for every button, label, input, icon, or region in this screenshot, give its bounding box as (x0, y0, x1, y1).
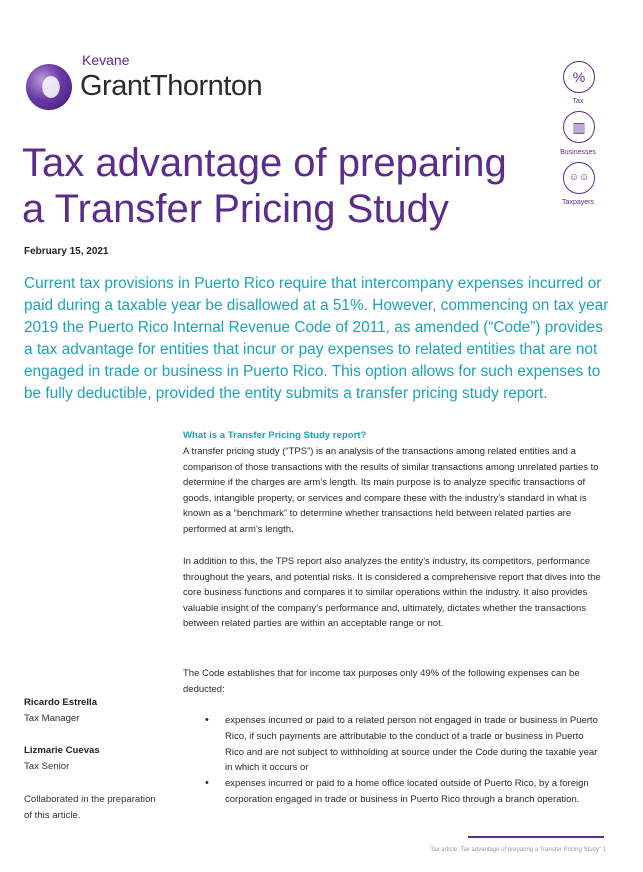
author-name: Lizmarie Cuevas (24, 745, 100, 756)
page-title (22, 140, 562, 232)
author-name: Ricardo Estrella (24, 697, 98, 708)
building-icon: ▥ (563, 111, 595, 143)
author-role: Tax Senior (24, 761, 70, 772)
page-footer: Tax article: Tax advantage of preparing a Transfer Pricing Study" 1 (430, 847, 606, 853)
logo-kevane-text: Kevane (82, 52, 130, 68)
collaboration-note: Collaborated in the preparation of this article. (24, 794, 156, 821)
expense-list (205, 713, 605, 808)
grant-thornton-logo-icon (26, 64, 72, 110)
section-heading: What is a Transfer Pricing Study report? (183, 430, 367, 441)
body-paragraph-2: In addition to this, the TPS report also analyzes the entity’s industry, its competitors, performance throughout the years, and potential risks. It is considered a comprehensive report that dives into the core business functions and compares it to similar operations within the industry. It also provides valuable insight of the company’s performance and, ultimately, dictates whether the transactions between related parties are within an acceptable range or not. (183, 556, 601, 630)
list-item: • expenses incurred or paid to a related person not engaged in trade or business in Puerto Rico, if such payments are attributable to the conduct of a trade or business in Puerto Rico and are not subject to withholding at source under the Code during the taxable year in which it occurs or (205, 713, 605, 776)
title-line-2: a Transfer Pricing Study (22, 187, 449, 231)
body-paragraph-3: The Code establishes that for income tax purposes only 49% of the following expenses can be deducted: (183, 668, 580, 695)
author-role: Tax Manager (24, 713, 80, 724)
lead-paragraph: Current tax provisions in Puerto Rico require that intercompany expenses incurred or paid during a taxable year be disallowed at a 51%. However, commencing on tax year 2019 the Puerto Rico Internal Revenue Code of 2011, as amended (“Code”) provides a tax advantage for entities that incur or pay expenses to related entities that are not engaged in trade or business in Puerto Rico. This option allows for such expenses to be fully deductible, provided the entity submits a transfer pricing study report. (24, 275, 609, 402)
publication-date: February 15, 2021 (24, 246, 109, 257)
businesses-icon-label: Businesses (560, 149, 596, 156)
title-line-1: Tax advantage of preparing (22, 141, 507, 185)
list-item: • expenses incurred or paid to a home office located outside of Puerto Rico, by a foreign corporation engaged in trade or business in Puerto Rico through a branch operation. (205, 776, 605, 808)
logo-brand-text: GrantThornton (80, 70, 263, 102)
tax-icon-label: Tax (572, 98, 584, 105)
taxpayers-icon-label: Taxpayers (562, 199, 594, 206)
footer-divider (468, 836, 604, 838)
percent-hand-icon: % (563, 61, 595, 93)
people-icon: ☺☺ (563, 162, 595, 194)
body-paragraph-1: A transfer pricing study (“TPS”) is an analysis of the transactions among related entities and a comparison of those transactions with the results of similar transactions among unrelated parties to determine if the charges are arm’s length. Its main purpose is to analyze specific transactions of goods, intangible property, or services and compare these with the industry’s standard in what is known as a “benchmark” to determine whether transactions held between related parties are performed at arm’s length. (183, 446, 599, 535)
